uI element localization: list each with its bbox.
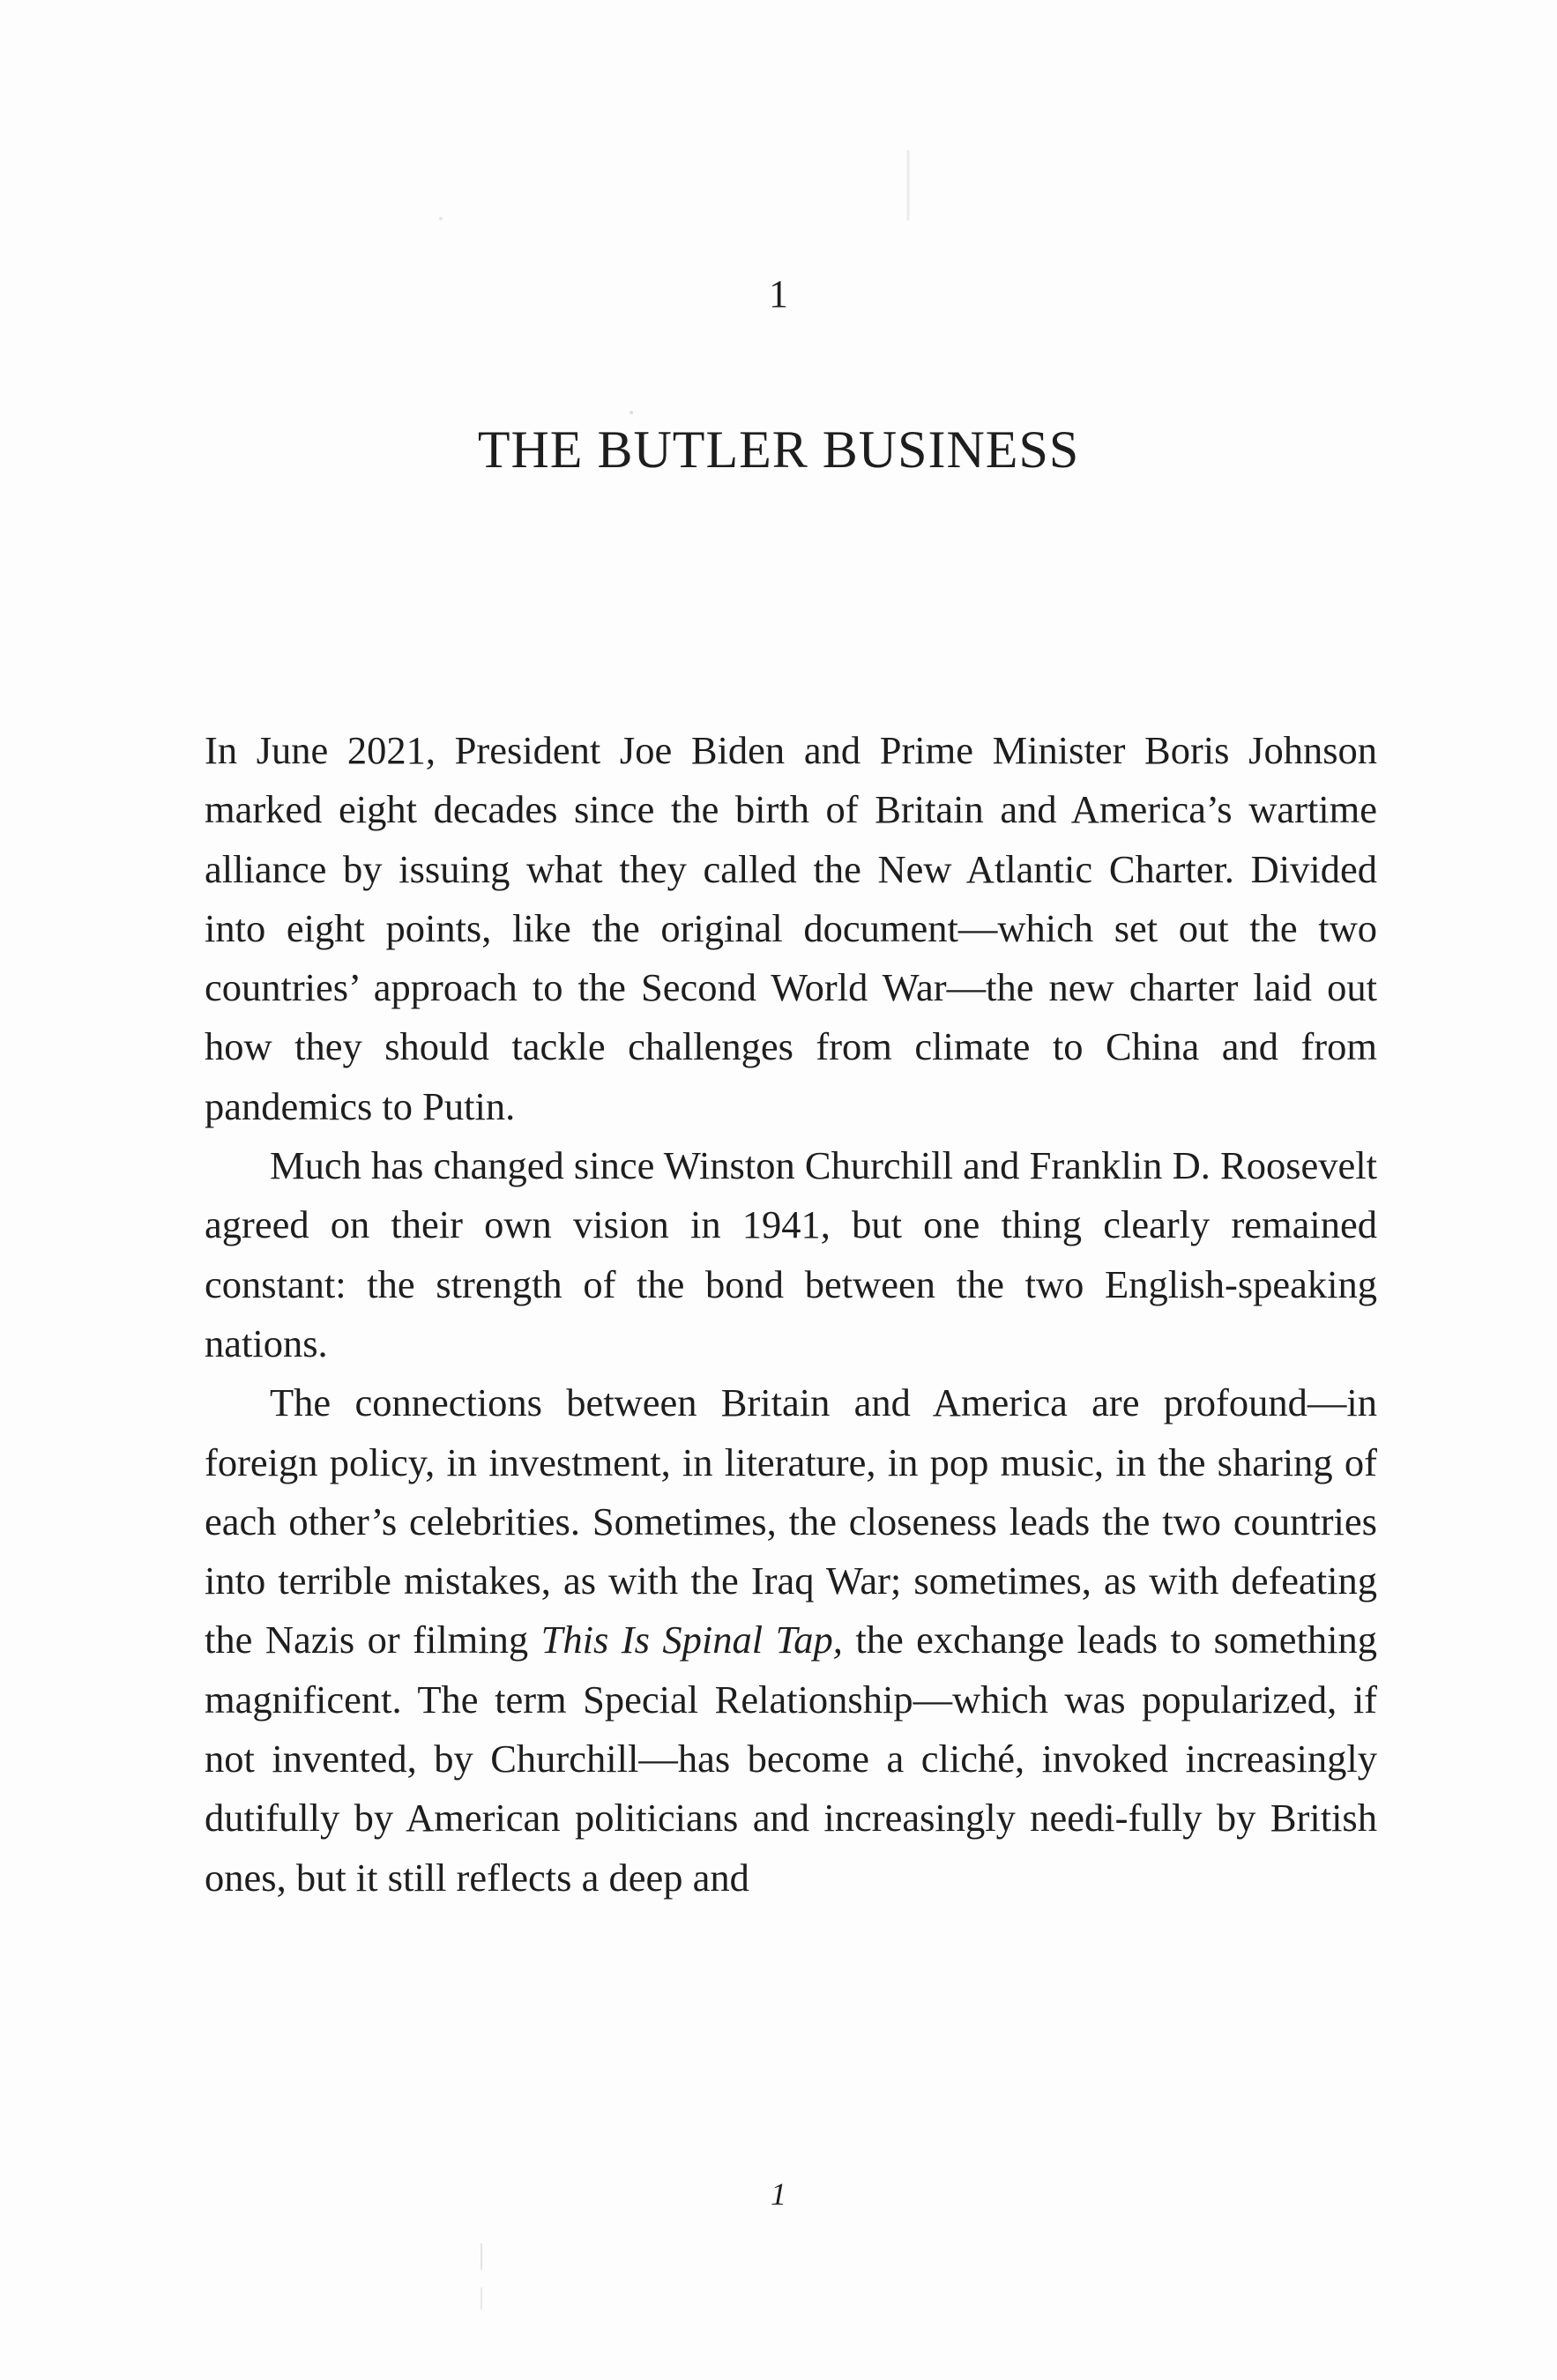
paragraph-2 (205, 1136, 1377, 1373)
year-1941: 1941 (741, 1202, 821, 1247)
paragraph-1-lead: In June (205, 728, 347, 772)
chapter-number: 1 (769, 272, 788, 316)
paragraph-3-rest: the exchange leads to something magnificent. The term Special Relationship—which was popularized, if not invented, by Churchill—has become a cliché, invoked increasingly dutifully by American politicians and increasingly needi-fully by British ones, but it still reflects a deep and (205, 1618, 1378, 1900)
chapter-title: THE BUTLER BUSINESS (477, 420, 1080, 479)
paragraph-3 (205, 1373, 1377, 1908)
year-2021: 2021 (346, 728, 426, 772)
paragraph-3-lead: The connections between Britain and America are profound—in foreign policy, in investment, in literature, in pop music, in the sharing of each other’s celebrities. Sometimes, the closeness leads the two countries into terrible mistakes, as with the Iraq War; sometimes, as with defeating the Nazis or filming (205, 1380, 1377, 1662)
paragraph-1 (205, 721, 1377, 1136)
chapter-body (205, 721, 1377, 1908)
paragraph-2-rest: , but one thing clearly remained constant: the strength of the bond between the two English-speaking nations. (205, 1202, 1377, 1365)
film-title: This Is Spinal Tap, (540, 1618, 843, 1662)
paragraph-1-rest: , President Joe Biden and Prime Minister Boris Johnson marked eight decades since the birth of Britain and America’s wartime alliance by issuing what they called the New Atlantic Charter. Divided into eight points, like the original document—which set out the two countries’ approach to the Second World War—the new charter laid out how they should tackle challenges from climate to China and from pandemics to Putin. (205, 728, 1378, 1128)
paragraph-2-lead: Much has changed since Winston Churchill and Franklin D. Roosevelt agreed on their own vision in (205, 1143, 1377, 1247)
page-number: 1 (771, 2176, 786, 2212)
